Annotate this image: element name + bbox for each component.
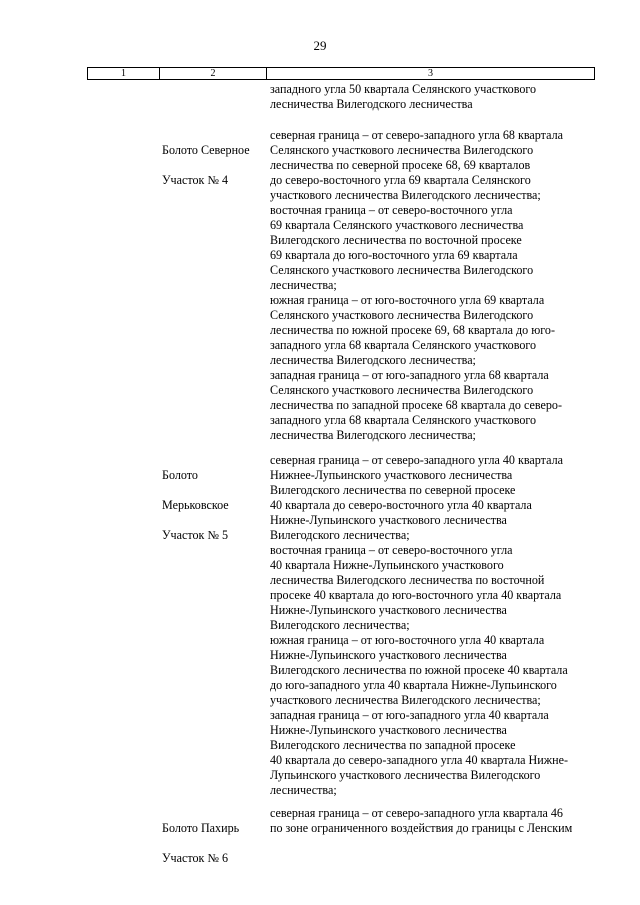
text-line: Селянского участкового лесничества Вилегодского [270,308,534,322]
text-line: лесничества; [270,783,337,797]
header-col-1: 1 [88,68,160,79]
text-line: западного угла 68 квартала Селянского участкового [270,413,537,427]
text-line: Вилегодского лесничества; [270,618,410,632]
text-line: Нижне-Лупьинского участкового лесничества [270,603,507,617]
text-line: лесничества; [270,278,337,292]
site-name-line: Болото Пахирь [162,821,240,835]
text-line: по зоне ограниченного воздействия до границы с Ленским [270,821,573,835]
text-line: 69 квартала Селянского участкового лесничества [270,218,524,232]
page-number: 29 [313,38,327,53]
text-line: западная граница – от юго-западного угла 40 квартала [270,708,549,722]
site-name-line: Болото Северное [162,143,250,157]
text-line: северная граница – от северо-западного угла квартала 46 [270,806,563,820]
text-line: Селянского участкового лесничества Вилегодского [270,383,534,397]
text-line: лесничества Вилегодского лесничества по восточной [270,573,545,587]
site-name-line: Участок № 5 [162,528,229,542]
text-line: 40 квартала до северо-западного угла 40 квартала Нижне- [270,753,568,767]
site-name-entry-2 [162,453,268,558]
site-name-entry-1 [162,128,268,203]
text-line: западная граница – от юго-западного угла 68 квартала [270,368,549,382]
text-line: Вилегодского лесничества по южной просеке 40 квартала [270,663,568,677]
text-line: до северо-восточного угла 69 квартала Селянского [270,173,531,187]
site-name-entry-3 [162,806,268,881]
text-line: Вилегодского лесничества по северной просеке [270,483,516,497]
text-line: лесничества Вилегодского лесничества; [270,428,476,442]
text-line: до юго-западного угла 40 квартала Нижне-Лупьинского [270,678,557,692]
boundary-description-entry-3 [270,806,600,836]
text-line: 40 квартала до северо-восточного угла 40 квартала [270,498,532,512]
header-col-2: 2 [160,68,267,79]
text-line: просеке 40 квартала до юго-восточного угла 40 квартала [270,588,562,602]
text-line: участкового лесничества Вилегодского лесничества; [270,188,541,202]
site-name-line: Участок № 4 [162,173,229,187]
site-name-line: Участок № 6 [162,851,229,865]
site-name-line: Мерьковское [162,498,229,512]
text-line: западного угла 50 квартала Селянского участкового [270,82,537,96]
text-line: лесничества Вилегодского лесничества [270,97,473,111]
text-line: Нижне-Лупьинского участкового лесничества [270,513,507,527]
text-line: Вилегодского лесничества по западной просеке [270,738,516,752]
text-line: Вилегодского лесничества; [270,528,410,542]
text-line: восточная граница – от северо-восточного угла [270,203,513,217]
text-line: Нижне-Лупьинского участкового лесничества [270,648,507,662]
text-line: 40 квартала Нижне-Лупьинского участкового [270,558,504,572]
text-line: Нижне-Лупьинского участкового лесничества [270,723,507,737]
text-line: Селянского участкового лесничества Вилегодского [270,263,534,277]
text-line: лесничества по северной просеке 68, 69 кварталов [270,158,531,172]
table-header-row [87,67,595,80]
text-line: 69 квартала до юго-восточного угла 69 квартала [270,248,518,262]
text-line: северная граница – от северо-западного угла 68 квартала [270,128,563,142]
text-line: участкового лесничества Вилегодского лесничества; [270,693,541,707]
site-name-line: Болото [162,468,198,482]
text-line: Лупьинского участкового лесничества Вилегодского [270,768,541,782]
text-line: Вилегодского лесничества по восточной просеке [270,233,522,247]
text-line: лесничества Вилегодского лесничества; [270,353,476,367]
header-col-3: 3 [428,68,433,79]
text-line: восточная граница – от северо-восточного угла [270,543,513,557]
text-line: южная граница – от юго-восточного угла 40 квартала [270,633,545,647]
text-line: Селянского участкового лесничества Вилегодского [270,143,534,157]
text-line: Нижнее-Лупьинского участкового лесничества [270,468,513,482]
text-line: лесничества по западной просеке 68 квартала до северо- [270,398,562,412]
boundary-description-entry-2 [270,453,600,798]
text-line: южная граница – от юго-восточного угла 69 квартала [270,293,545,307]
boundary-description-entry-1 [270,128,600,443]
text-line: западного угла 68 квартала Селянского участкового [270,338,537,352]
text-line: лесничества по южной просеке 69, 68 квартала до юго- [270,323,555,337]
continuation-text [270,82,600,112]
text-line: северная граница – от северо-западного угла 40 квартала [270,453,563,467]
